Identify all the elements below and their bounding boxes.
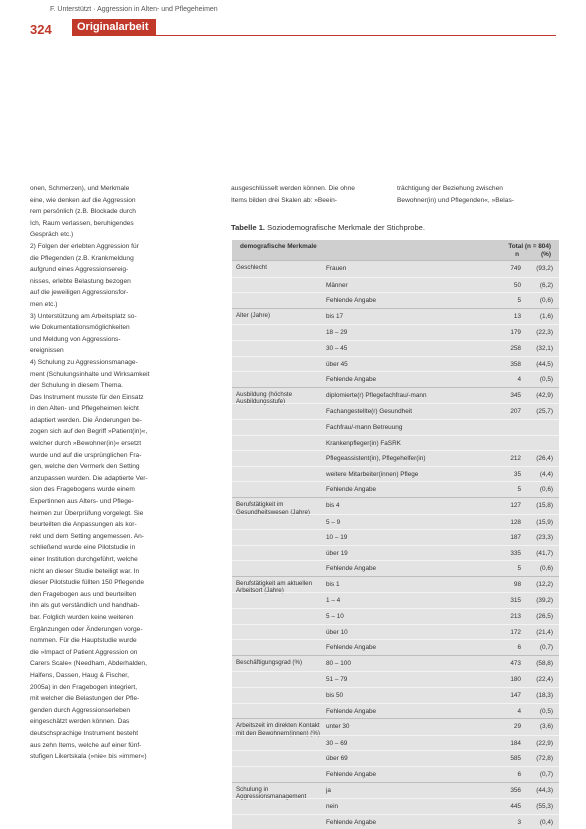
body-text-line: 4) Schulung zu Aggressionsmanage- xyxy=(30,358,138,366)
count-cell: 4 xyxy=(517,376,521,384)
category-cell: Männer xyxy=(326,281,348,289)
table-row xyxy=(232,324,559,340)
body-text-line: schließend wurde eine Pilotstudie in xyxy=(30,544,136,552)
table-group xyxy=(232,308,559,387)
percent-cell: (0,6) xyxy=(539,486,553,494)
table-row xyxy=(232,481,559,497)
body-text-line: eine, wie denken auf die Aggression xyxy=(30,196,136,204)
percent-cell: (0,7) xyxy=(539,644,553,652)
demographics-table xyxy=(232,240,559,829)
body-text-line: welcher durch »Bewohner(in)« ersetzt xyxy=(30,440,142,448)
count-cell: 98 xyxy=(513,580,521,588)
percent-cell: (0,4) xyxy=(539,818,553,826)
count-cell: 445 xyxy=(510,803,521,811)
page-number: 324 xyxy=(30,22,52,37)
table-row xyxy=(232,450,559,466)
count-cell: 258 xyxy=(510,344,521,352)
percent-cell: (25,7) xyxy=(536,408,553,416)
percent-cell: (12,2) xyxy=(536,580,553,588)
body-text-line: ausgeschlüsselt werden können. Die ohne xyxy=(231,185,355,192)
count-cell: 315 xyxy=(510,597,521,605)
count-cell: 207 xyxy=(510,408,521,416)
category-cell: bis 4 xyxy=(326,501,340,509)
right-text-column-top xyxy=(397,183,557,206)
count-cell: 5 xyxy=(517,297,521,305)
group-label: Berufstätigkeit im Gesundheitswesen (Jahre) xyxy=(236,500,310,516)
category-cell: nein xyxy=(326,803,339,811)
table-row xyxy=(232,371,559,387)
group-label: Schulung in Aggressionsmanagement xyxy=(236,785,307,801)
table-row xyxy=(232,671,559,687)
count-cell: 4 xyxy=(517,707,521,715)
percent-cell: (26,4) xyxy=(536,455,553,463)
table-row xyxy=(232,435,559,451)
table-row xyxy=(232,309,559,325)
category-cell: bis 1 xyxy=(326,580,340,588)
left-text-column xyxy=(30,183,150,763)
category-cell: Frauen xyxy=(326,265,347,272)
body-text-line: ment (Schulungsinhalte und Wirksamkeit xyxy=(30,370,150,378)
category-cell: 30 – 45 xyxy=(326,344,348,352)
table-group xyxy=(232,655,559,718)
category-cell: Fehlende Angabe xyxy=(326,565,377,573)
body-text-line: 2005a) in den Fragebogen integriert, xyxy=(30,683,138,691)
header-percent: (%) xyxy=(541,251,551,258)
count-cell: 6 xyxy=(517,644,521,652)
table-row xyxy=(232,783,559,799)
percent-cell: (44,5) xyxy=(536,360,553,368)
header-n: n xyxy=(515,251,519,258)
body-text-line: in den Alten- und Pflegeheimen leicht xyxy=(30,405,139,413)
percent-cell: (55,3) xyxy=(536,803,553,811)
body-text-line: nisses, erlebte Belastung bezogen xyxy=(30,277,131,285)
category-cell: über 10 xyxy=(326,628,348,636)
table-row xyxy=(232,719,559,735)
table-group xyxy=(232,576,559,655)
body-text-line: gen, welche den Vermerk den Setting xyxy=(30,463,140,471)
count-cell: 358 xyxy=(510,360,521,368)
table-row xyxy=(232,735,559,751)
body-text-line: rem persönlich (z.B. Blockade durch xyxy=(30,208,136,216)
body-text-line: die Pflegenden (z.B. Krankmeldung xyxy=(30,254,134,262)
category-cell: 5 – 9 xyxy=(326,518,341,526)
table-row xyxy=(232,687,559,703)
body-text-line: der Schulung in diesem Thema. xyxy=(30,382,123,390)
group-label: Ausbildung (höchste Ausbildungsstufe) xyxy=(236,390,293,406)
percent-cell: (0,6) xyxy=(539,297,553,305)
group-label: Beschäftigungsgrad (%) xyxy=(236,658,303,666)
table-row xyxy=(232,766,559,782)
group-label: Alter (Jahre) xyxy=(236,311,271,319)
percent-cell: (39,2) xyxy=(536,597,553,605)
table-group xyxy=(232,718,559,781)
body-text-line: Gespräch etc.) xyxy=(30,231,74,239)
body-text-line: Items bilden drei Skalen ab: »Beein- xyxy=(231,196,337,204)
table-row xyxy=(232,466,559,482)
table-row xyxy=(232,639,559,655)
category-cell: Fehlende Angabe xyxy=(326,707,377,715)
count-cell: 179 xyxy=(510,329,521,337)
category-cell: über 45 xyxy=(326,360,348,368)
body-text-line: auf die jeweiligen Aggressionsfor- xyxy=(30,289,129,297)
body-text-line: stufigen Likertskala (»nie« bis »immer«) xyxy=(30,753,147,761)
category-cell: unter 30 xyxy=(326,723,350,731)
table-caption-text: Soziodemografische Merkmale der Stichprobe. xyxy=(265,223,426,232)
percent-cell: (32,1) xyxy=(536,344,553,352)
percent-cell: (4,4) xyxy=(539,470,553,478)
body-text-line: anzupassen wurden. Die adaptierte Ver- xyxy=(30,474,148,482)
count-cell: 6 xyxy=(517,771,521,778)
body-text-line: zogen sich auf den Begriff »Patient(in)«, xyxy=(30,428,148,436)
table-row xyxy=(232,545,559,561)
body-text-line: nicht an dieser Studie beteiligt war. In xyxy=(30,567,140,575)
body-text-line: nommen. Für die Hauptstudie wurde xyxy=(30,637,137,645)
table-caption xyxy=(231,223,561,232)
category-cell: 18 – 29 xyxy=(326,329,348,337)
body-text-line: sion des Fragebogens wurde einem xyxy=(30,486,135,494)
count-cell: 128 xyxy=(510,518,521,526)
table-row xyxy=(232,419,559,435)
table-row xyxy=(232,498,559,514)
category-cell: 30 – 69 xyxy=(326,739,348,747)
table-row xyxy=(232,656,559,672)
percent-cell: (26,5) xyxy=(536,613,553,621)
table-row xyxy=(232,514,559,530)
category-cell: Fehlende Angabe xyxy=(326,818,377,826)
table-group xyxy=(232,387,559,497)
percent-cell: (41,7) xyxy=(536,549,553,557)
table-header xyxy=(232,240,559,260)
body-text-line: genden durch Aggressionserleben xyxy=(30,706,131,714)
category-cell: ja xyxy=(326,786,331,794)
category-cell: bis 17 xyxy=(326,312,344,320)
category-cell: über 19 xyxy=(326,549,348,557)
group-label: Geschlecht xyxy=(236,264,267,271)
body-text-line: einer Institution durchgeführt, welche xyxy=(30,556,138,563)
category-cell: Fehlende Angabe xyxy=(326,297,377,305)
table-row xyxy=(232,798,559,814)
count-cell: 29 xyxy=(513,723,521,731)
count-cell: 172 xyxy=(510,628,521,636)
percent-cell: (0,5) xyxy=(539,376,553,384)
percent-cell: (22,9) xyxy=(536,739,553,747)
percent-cell: (0,6) xyxy=(539,565,553,573)
table-row xyxy=(232,750,559,766)
percent-cell: (23,3) xyxy=(536,534,553,542)
count-cell: 3 xyxy=(517,818,521,826)
table-row xyxy=(232,261,559,277)
percent-cell: (15,8) xyxy=(536,501,553,509)
table-row xyxy=(232,560,559,576)
body-text-line: Ich, Raum verlassen, beruhigendes xyxy=(30,219,134,227)
count-cell: 127 xyxy=(510,501,521,509)
table-row xyxy=(232,592,559,608)
table-row xyxy=(232,292,559,308)
category-cell: diplomierte(r) Pflegefachfrau/-mann xyxy=(326,391,427,399)
body-text-line: wie Dokumentationsmöglichkeiten xyxy=(30,324,130,332)
category-cell: Fachangestellte(r) Gesundheit xyxy=(326,408,412,416)
body-text-line: Ergänzungen oder Änderungen vorge- xyxy=(30,625,143,633)
category-cell: Fehlende Angabe xyxy=(326,771,377,778)
category-cell: 51 – 79 xyxy=(326,676,348,684)
percent-cell: (72,8) xyxy=(536,755,553,763)
table-row xyxy=(232,403,559,419)
category-cell: über 69 xyxy=(326,755,348,763)
percent-cell: (22,4) xyxy=(536,676,553,684)
percent-cell: (21,4) xyxy=(536,628,553,636)
category-cell: 5 – 10 xyxy=(326,613,344,621)
count-cell: 585 xyxy=(510,755,521,763)
body-text-line: heimen zur Überprüfung vorgelegt. Sie xyxy=(30,509,144,517)
count-cell: 473 xyxy=(510,659,521,667)
percent-cell: (15,9) xyxy=(536,518,553,526)
header-rule xyxy=(156,35,556,36)
category-cell: weitere Mitarbeiter(innen) Pflege xyxy=(326,470,419,478)
count-cell: 345 xyxy=(510,391,521,399)
body-text-line: 3) Unterstützung am Arbeitsplatz so- xyxy=(30,312,137,320)
percent-cell: (1,6) xyxy=(539,312,553,320)
running-head: F. Unterstützt · Aggression in Alten- und Pflegeheimen xyxy=(50,6,218,13)
category-cell: Krankenpfleger(in) FaSRK xyxy=(326,439,401,447)
body-text-line: aus zehn Items, welche auf einer fünf- xyxy=(30,741,142,749)
count-cell: 5 xyxy=(517,565,521,573)
body-text-line: Bewohner(in) und Pflegenden«, »Belas- xyxy=(397,196,514,204)
table-row xyxy=(232,608,559,624)
percent-cell: (58,8) xyxy=(536,659,553,667)
table-row xyxy=(232,340,559,356)
category-cell: bis 50 xyxy=(326,692,344,700)
table-row xyxy=(232,356,559,372)
body-text-line: trächtigung der Beziehung zwischen xyxy=(397,185,503,192)
percent-cell: (93,2) xyxy=(536,265,553,272)
body-text-line: onen, Schmerzen), und Merkmale xyxy=(30,185,130,192)
percent-cell: (22,3) xyxy=(536,329,553,337)
table-group xyxy=(232,260,559,308)
body-text-line: Carers Scale« (Needham, Abderhalden, xyxy=(30,660,147,668)
count-cell: 335 xyxy=(510,549,521,557)
percent-cell: (0,7) xyxy=(539,771,553,778)
table-group xyxy=(232,782,559,829)
count-cell: 50 xyxy=(513,281,521,289)
count-cell: 184 xyxy=(510,739,521,747)
body-text-line: aufgrund eines Aggressionsereig- xyxy=(30,266,129,274)
count-cell: 180 xyxy=(510,676,521,684)
count-cell: 212 xyxy=(510,455,521,463)
table-caption-label: Tabelle 1. xyxy=(231,223,266,232)
body-text-line: bar. Folglich wurden keine weiteren xyxy=(30,613,134,621)
category-cell: Fehlende Angabe xyxy=(326,486,377,494)
body-text-line: adaptiert werden. Die Änderungen be- xyxy=(30,416,142,424)
percent-cell: (6,2) xyxy=(539,281,553,289)
category-cell: Fachfrau/-mann Betreuung xyxy=(326,423,403,431)
section-badge: Originalarbeit xyxy=(72,19,156,36)
body-text-line: Das Instrument musste für den Einsatz xyxy=(30,393,144,401)
count-cell: 356 xyxy=(510,786,521,794)
table-row xyxy=(232,624,559,640)
body-text-line: 2) Folgen der erlebten Aggression für xyxy=(30,242,139,250)
count-cell: 5 xyxy=(517,486,521,494)
table-group xyxy=(232,497,559,576)
body-text-line: wurde und auf die ursprünglichen Fra- xyxy=(30,451,142,459)
middle-text-column-top xyxy=(231,183,391,206)
count-cell: 35 xyxy=(513,470,521,478)
category-cell: 1 – 4 xyxy=(326,597,341,605)
body-text-line: mit welcher die Belastungen der Pfle- xyxy=(30,695,140,703)
count-cell: 187 xyxy=(510,534,521,542)
group-label: Arbeitszeit im direkten Kontakt mit den Bewohnern(innen) (%) xyxy=(236,722,320,737)
body-text-line: den Fragebogen aus und beurteilten xyxy=(30,590,137,598)
count-cell: 147 xyxy=(510,692,521,700)
percent-cell: (42,9) xyxy=(536,391,553,399)
body-text-line: und Meldung von Aggressions- xyxy=(30,335,121,343)
percent-cell: (18,3) xyxy=(536,692,553,700)
category-cell: Fehlende Angabe xyxy=(326,644,377,652)
body-text-line: eingeschätzt werden können. Das xyxy=(30,718,130,726)
header-total: Total (n = 804) xyxy=(508,243,551,250)
body-text-line: die »Impact of Patient Aggression on xyxy=(30,648,138,656)
percent-cell: (0,5) xyxy=(539,707,553,715)
category-cell: 10 – 19 xyxy=(326,534,348,542)
category-cell: Pflegeassistent(in), Pflegehelfer(in) xyxy=(326,455,426,463)
table-row xyxy=(232,814,559,829)
table-row xyxy=(232,577,559,593)
body-text-line: deutschsprachige Instrument besteht xyxy=(30,729,139,737)
body-text-line: men etc.) xyxy=(30,300,58,308)
group-label: Berufstätigkeit am aktuellen Arbeitsort (Jahre) xyxy=(236,579,313,595)
body-text-line: beurteilten die Anpassungen als kor- xyxy=(30,521,137,529)
table-row xyxy=(232,529,559,545)
body-text-line: ereignissen xyxy=(30,347,64,355)
percent-cell: (44,3) xyxy=(536,786,553,794)
category-cell: Fehlende Angabe xyxy=(326,376,377,384)
body-text-line: ihn als gut verständlich und handhab- xyxy=(30,602,140,610)
header-characteristic: demografische Merkmale xyxy=(240,243,317,250)
percent-cell: (3,6) xyxy=(539,723,553,731)
body-text-line: Halfens, Dassen, Haug & Fischer, xyxy=(30,671,129,679)
table-body xyxy=(232,260,559,829)
count-cell: 213 xyxy=(510,613,521,621)
body-text-line: rekt und dem Setting angemessen. An- xyxy=(30,532,144,540)
body-text-line: Expertinnen aus Alters- und Pflege- xyxy=(30,498,134,506)
category-cell: 80 – 100 xyxy=(326,659,351,667)
table-row xyxy=(232,388,559,404)
count-cell: 13 xyxy=(513,312,521,320)
body-text-line: dieser Pilotstudie füllten 150 Pflegende xyxy=(30,579,145,587)
table-row xyxy=(232,703,559,719)
count-cell: 749 xyxy=(510,265,521,272)
table-row xyxy=(232,277,559,293)
